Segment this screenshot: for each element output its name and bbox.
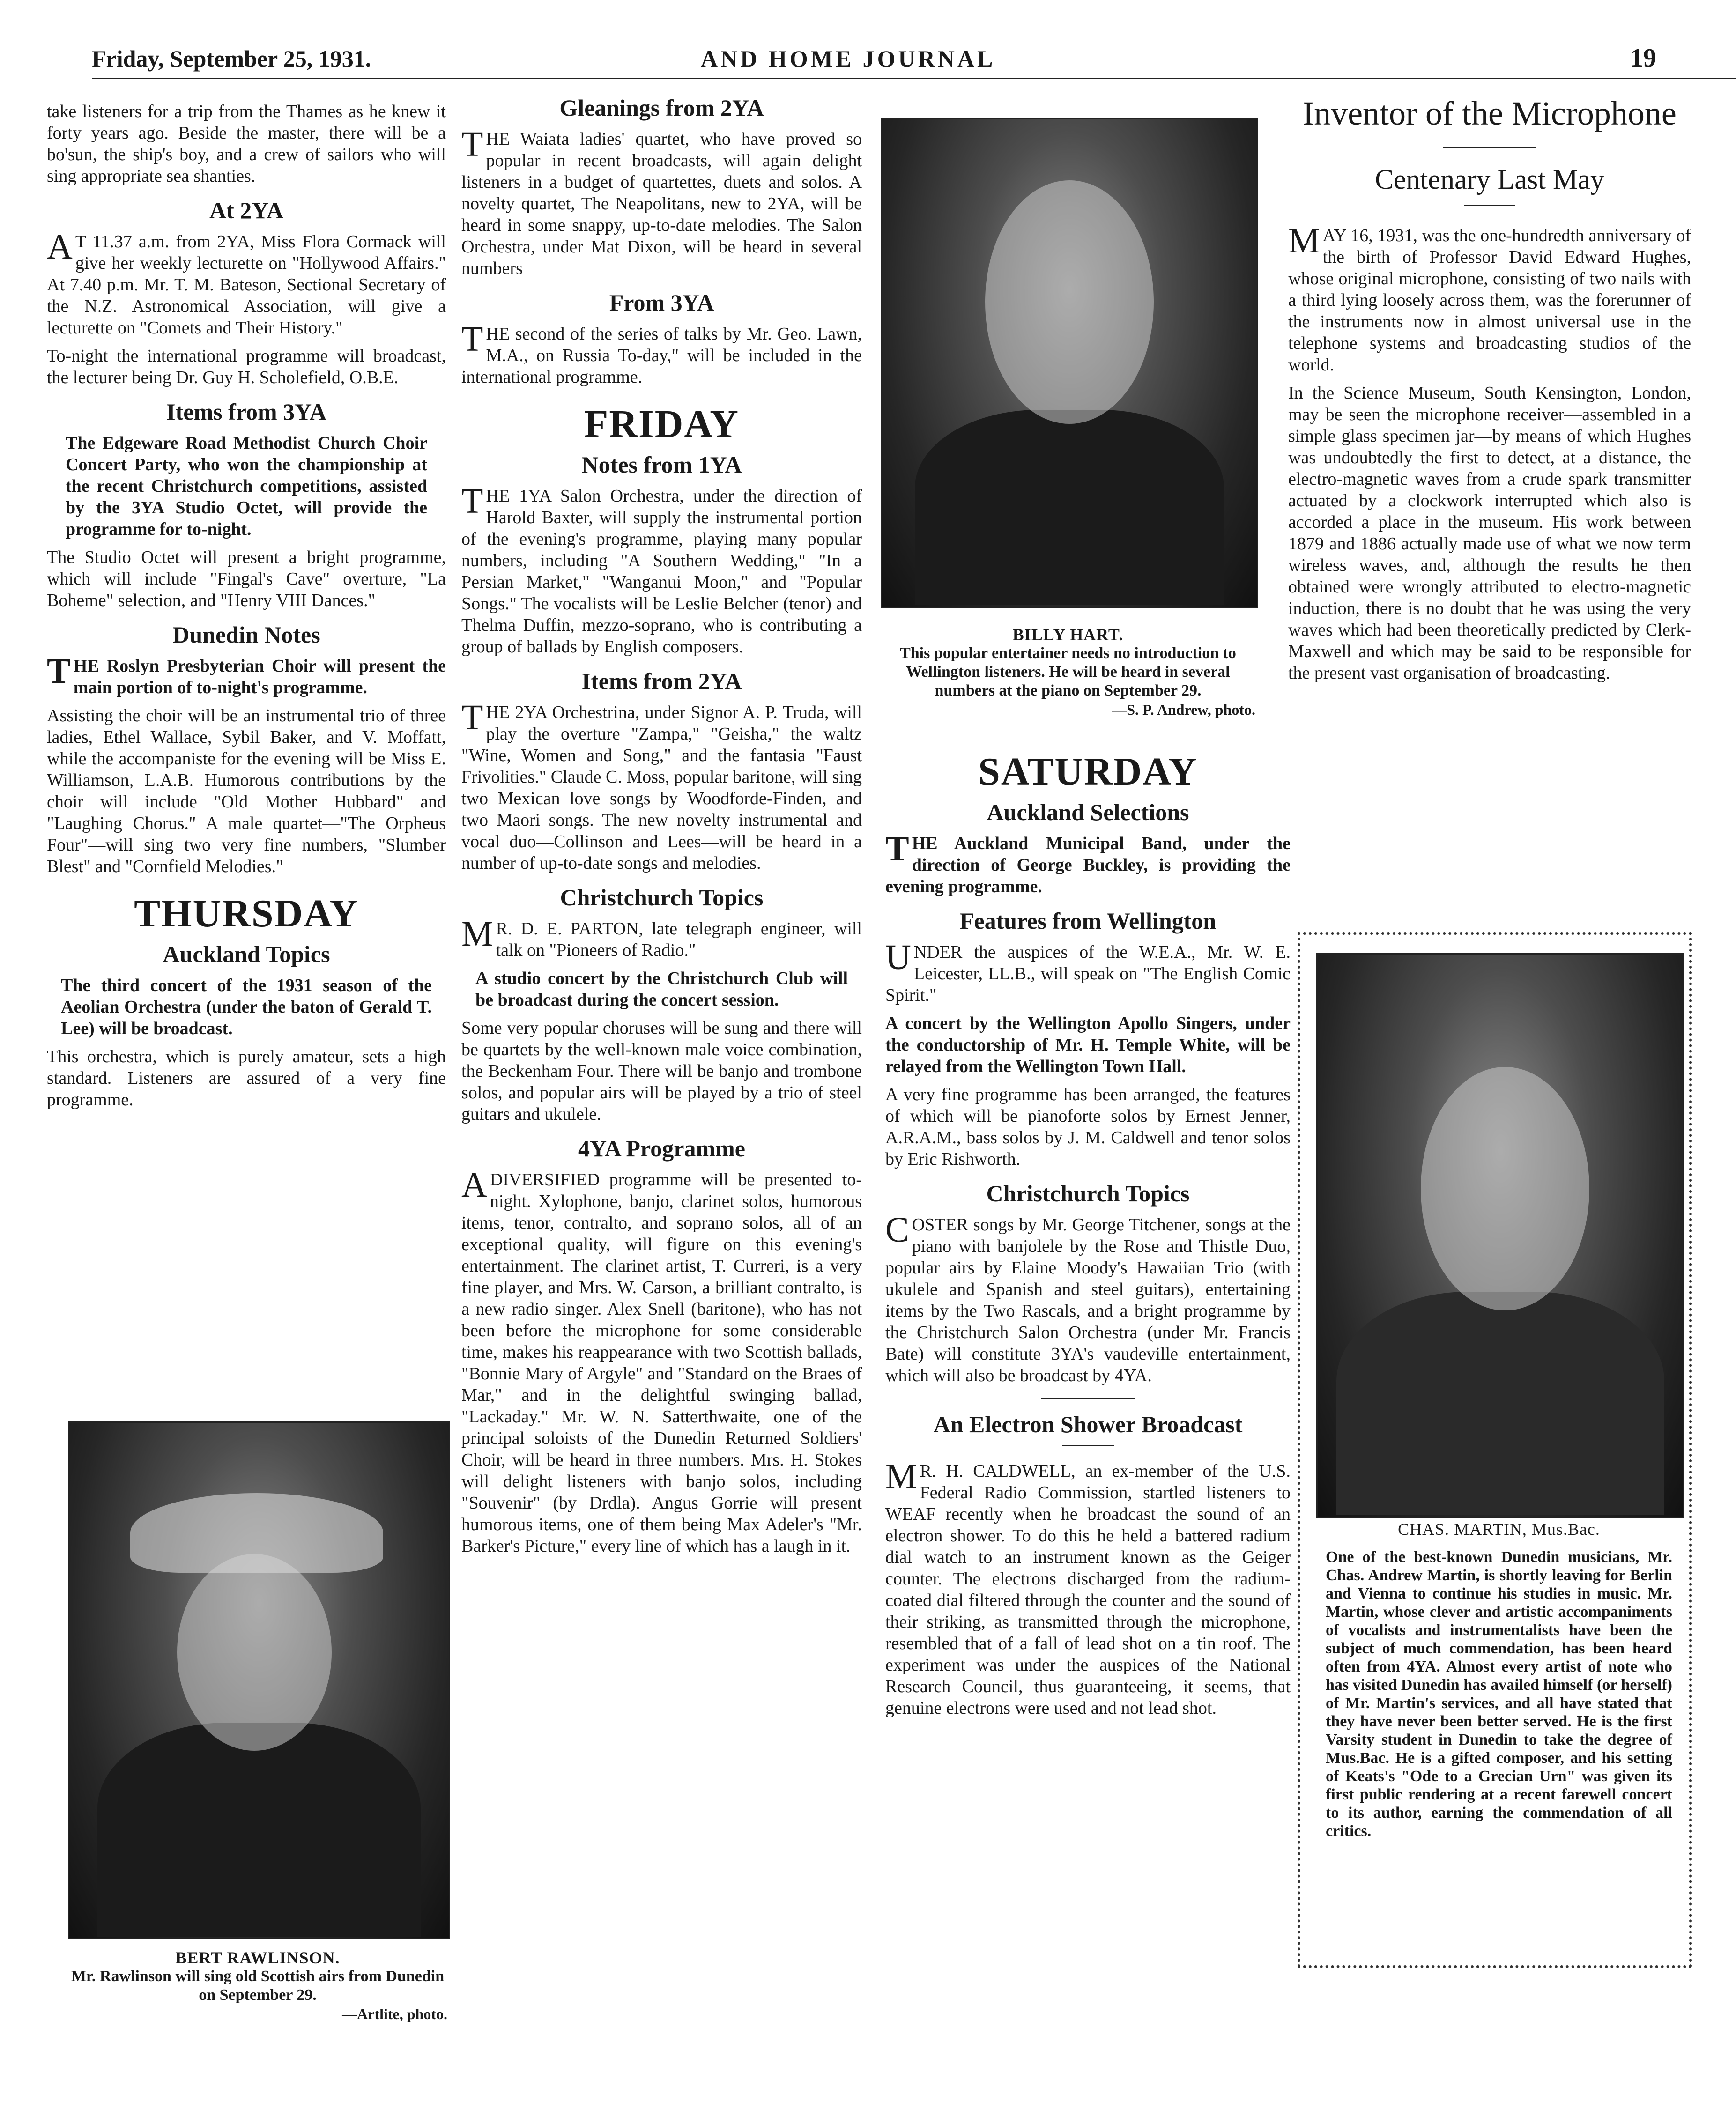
column-4 xyxy=(1288,94,1691,690)
col1-thursday-p2: This orchestra, which is purely amateur, sets a high standard. Listeners are assured of a very fine programme. xyxy=(47,1047,446,1110)
caption-billy-hart xyxy=(881,625,1255,719)
heading-items-2ya: Items from 2YA xyxy=(581,668,742,694)
col1-items3ya-p2: The Studio Octet will present a bright programme, which will include "Fingal's Cave" overture, "La Boheme" selection, and "Henry VIII Dances." xyxy=(47,548,446,610)
col3-wellington-p3: A very fine programme has been arranged, the features of which will be pianoforte solos by Ernest Jenner, A.R.A.M., bass solos by J. M. Caldwell and tenor solos by Eric Rishworth. xyxy=(885,1085,1291,1169)
col2-from3ya-p1: THE second of the series of talks by Mr. Geo. Lawn, M.A., on Russia To-day," will be included in the international programme. xyxy=(461,319,862,387)
masthead-rule xyxy=(92,78,1736,79)
col2-4ya-p1: ADIVERSIFIED programme will be presented to-night. Xylophone, banjo, clarinet solos, humorous items, tenor, contralto, and soprano solos, all of an exceptional quality, will figure on this evening's entertainment. The clarinet artist, T. Curreri, is a very fine player, and Mrs. W. Carson, a brilliant contralto, is a new radio singer. Alex Snell (baritone), who has not been before the microphone for some considerable time, makes his reappearance with two Scottish ballads, "Bonnie Mary of Argyle" and "Standard on the Braes of Mar," and in the delightful swinging ballad, "Lackaday." Mr. W. N. Satterthwaite, one of the principal soloists of the Dunedin Returned Soldiers' Choir, will be heard in three numbers. Mrs. H. Stokes will delight listeners with banjo solos, including "Souvenir" (by Drdla). Angus Gorrie will present humorous items, one of them being Max Adeler's "Mr. Barker's Picture," every line of which has a laugh in it. xyxy=(461,1165,862,1556)
caption-name: CHAS. MARTIN, Mus.Bac. xyxy=(1398,1520,1600,1539)
heading-gleanings-2ya: Gleanings from 2YA xyxy=(559,95,764,121)
col2-gleanings-p1: THE Waiata ladies' quartet, who have proved so popular in recent broadcasts, will again delight listeners in a budget of quartettes, duets and solos. A novelty quartet, The Neapolitans, new to 2YA, will be heard in some snappy, up-to-date melodies. The Salon Orchestra, under Mat Dixon, will be heard in several numbers xyxy=(461,125,862,278)
caption-text: This popular entertainer needs no introduction to Wellington listeners. He will be heard in several numbers at the piano on September 29. xyxy=(900,644,1236,699)
subheading-notes-1ya: Notes from 1YA xyxy=(581,452,742,478)
col1-at2ya-p2: To-night the international programme will broadcast, the lecturer being Dr. Guy H. Scholefield, O.B.E. xyxy=(47,346,446,387)
column-1 xyxy=(47,101,446,1117)
caption-bert-rawlinson xyxy=(68,1948,447,2023)
photo-billy-hart xyxy=(881,118,1258,608)
masthead-date: Friday, September 25, 1931. xyxy=(92,45,371,72)
col1-thursday-p1: The third concert of the 1931 season of the Aeolian Orchestra (under the baton of Gerald T. Lee) will be broadcast. xyxy=(61,976,432,1038)
caption-chas-martin xyxy=(1326,1520,1672,1840)
subheading-auckland-topics: Auckland Topics xyxy=(163,941,330,967)
col4-p1: MAY 16, 1931, was the one-hundredth anniversary of the birth of Professor David Edward Hughes, whose original microphone, consisting of two nails with a third lying loosely across them, was the forerunner of the instruments now in almost universal use in the telephone systems and broadcasting studios of the world. xyxy=(1288,221,1691,375)
heading-items-3ya: Items from 3YA xyxy=(166,399,326,425)
heading-thursday: THURSDAY xyxy=(134,892,359,935)
heading-4ya-programme: 4YA Programme xyxy=(578,1135,745,1162)
heading-from-3ya: From 3YA xyxy=(609,289,714,316)
caption-name: BERT RAWLINSON. xyxy=(175,1948,340,1967)
col1-items3ya-p1: The Edgeware Road Methodist Church Choir Concert Party, who won the championship at the recent Christchurch competitions, assisted by the 3YA Studio Octet, will provide the programme for to-night. xyxy=(66,433,427,539)
column-2 xyxy=(461,94,862,1563)
col1-intro: take listeners for a trip from the Thames as he knew it forty years ago. Beside the master, there will be a bo'sun, the ship's boy, and a crew of sailors who will sing appropriate sea shanties. xyxy=(47,102,446,186)
col1-dunedin-p2: Assisting the choir will be an instrumental trio of three ladies, Ethel Wallace, Sybil Baker, and V. Moffatt, while the accompaniste for the evening will be Miss E. Williamson, L.A.B. Humorous contributions by the choir will include "Old Mother Hubbard" and "Laughing Chorus." A male quartet—"The Orpheus Four"—will sing two very fine numbers, "Slumber Blest" and "Cornfield Melodies." xyxy=(47,706,446,876)
col3-electron-p1: MR. H. CALDWELL, an ex-member of the U.S. Federal Radio Commission, startled listeners to WEAF recently when he broadcast the sound of an electron shower. To do this he held a battered radium dial watch to an instrument known as the Geiger counter. The electrons discharged from the radium-coated dial filtered through the counter and the sound of their striking, as transmitted through the microphone, resembled that of a fall of lead shot on a tin roof. The experiment was under the auspices of the National Research Council, thus guaranteeing, it seems, that genuine electrons were used and not lead shot. xyxy=(885,1457,1291,1718)
col4-p2: In the Science Museum, South Kensington, London, may be seen the microphone receiver—assembled in a simple glass specimen jar—by means of which Hughes was undoubtedly the first to detect, at a distance, the electro-magnetic waves from a crude spark transmitter actuated by a clockwork interrupted which also is accorded a place in the museum. His work between 1879 and 1886 actually made use of what we now term wireless waves, and, although the results he then obtained were wrongly attributed to electro-magnetic induction, there is no doubt that he was using the very waves which had been theoretically predicted by Clerk-Maxwell and which may be said to be responsible for the present vast organisation of broadcasting. xyxy=(1288,383,1691,683)
heading-at-2ya: At 2YA xyxy=(209,197,283,223)
caption-credit: —Artlite, photo. xyxy=(342,2006,447,2022)
masthead-journal: AND HOME JOURNAL xyxy=(701,45,996,72)
article-title-microphone: Inventor of the Microphone xyxy=(1303,95,1677,132)
divider xyxy=(1062,1445,1114,1446)
col1-at2ya-p1: AT 11.37 a.m. from 2YA, Miss Flora Cormack will give her weekly lecturette on "Hollywood Affairs." At 7.40 p.m. Mr. T. M. Bateson, Sectional Secretary of the N.Z. Astronomical Association, will give a lecturette on "Comets and Their History." xyxy=(47,227,446,338)
article-subtitle-centenary: Centenary Last May xyxy=(1375,164,1604,195)
heading-dunedin-notes: Dunedin Notes xyxy=(172,622,320,648)
heading-features-wellington: Features from Wellington xyxy=(959,908,1217,934)
heading-christchurch-topics-thursday: Christchurch Topics xyxy=(560,884,764,910)
col3-wellington-p1: UNDER the auspices of the W.E.A., Mr. W. E. Leicester, LL.B., will speak on "The English Comic Spirit." xyxy=(885,938,1291,1005)
subheading-auckland-selections: Auckland Selections xyxy=(987,799,1189,825)
col2-christchurch-p3: Some very popular choruses will be sung and there will be quartets by the well-known male voice combination, the Beckenham Four. There will be banjo and trombone solos, and popular airs will be played by a trio of steel guitars and ukulele. xyxy=(461,1018,862,1124)
column-3 xyxy=(885,740,1291,1725)
divider xyxy=(1464,205,1515,206)
heading-christchurch-topics-saturday: Christchurch Topics xyxy=(986,1180,1190,1207)
caption-text: Mr. Rawlinson will sing old Scottish airs from Dunedin on September 29. xyxy=(71,1968,445,2004)
caption-name: BILLY HART. xyxy=(1012,625,1124,644)
col2-items2ya-p1: THE 2YA Orchestrina, under Signor A. P. Truda, will play the overture "Zampa," "Geisha," the waltz "Wine, Women and Song," and the fantasia "Faust Frivolities." Claude C. Moss, popular baritone, will sing two Mexican love songs by Woodforde-Finden, and two Maori songs. The new novelty instrumental and vocal duo—Collinson and Lees—will be heard in a number of up-to-date songs and melodies. xyxy=(461,698,862,873)
col3-christchurch-p1: COSTER songs by Mr. George Titchener, songs at the piano with banjolele by the Rose and Thistle Duo, popular airs by Elaine Moody's Hawaiian Trio (with ukulele and Spanish and steel guitars), entertaining items by the Two Rascals, and a bright programme by the Christchurch Salon Orchestra (under Mr. Francis Bate) will constitute 3YA's vaudeville entertainment, which will also be broadcast by 4YA. xyxy=(885,1210,1291,1385)
col3-saturday-p1: THE Auckland Municipal Band, under the direction of George Buckley, is providing the evening programme. xyxy=(885,829,1291,896)
heading-electron-shower: An Electron Shower Broadcast xyxy=(933,1411,1243,1437)
col1-dunedin-p1: THE Roslyn Presbyterian Choir will present the main portion of to-night's programme. xyxy=(47,651,446,697)
heading-saturday: SATURDAY xyxy=(978,750,1198,793)
col2-friday-p1: THE 1YA Salon Orchestra, under the direction of Harold Baxter, will supply the instrumental portion of the evening's programme, playing many popular numbers, including "A Southern Wedding," "In a Persian Market," "Wanganui Moon," and "Popular Songs." The vocalists will be Leslie Belcher (tenor) and Thelma Duffin, mezzo-soprano, who is contributing a group of ballads by English composers. xyxy=(461,481,862,657)
col2-christchurch-p2: A studio concert by the Christchurch Club will be broadcast during the concert session. xyxy=(475,969,848,1010)
col3-wellington-p2: A concert by the Wellington Apollo Singers, under the conductorship of Mr. H. Temple White, will be relayed from the Wellington Town Hall. xyxy=(885,1014,1291,1076)
caption-text: One of the best-known Dunedin musicians, Mr. Chas. Andrew Martin, is shortly leaving for Berlin and Vienna to continue his studies in music. Mr. Martin, whose clever and artistic accompaniments of vocalists and instrumentalists have been the subject of much commendation, has been heard often from 4YA. Almost every artist of note who has visited Dunedin has availed himself (or herself) of Mr. Martin's services, and all have stated that they have never been better served. He is the first Varsity student in Dunedin to take the degree of Mus.Bac. He is a gifted composer, and his setting of Keats's "Ode to a Grecian Urn" was given its first public rendering at a recent farewell concert to its author, earning the commendation of all critics. xyxy=(1326,1548,1672,1840)
caption-credit: —S. P. Andrew, photo. xyxy=(1112,701,1255,718)
divider xyxy=(1443,147,1536,148)
col2-christchurch-p1: MR. D. E. PARTON, late telegraph engineer, will talk on "Pioneers of Radio." xyxy=(461,914,862,960)
divider xyxy=(1041,1398,1135,1399)
photo-bert-rawlinson xyxy=(68,1421,450,1939)
photo-chas-martin xyxy=(1316,953,1684,1518)
masthead-page-number: 19 xyxy=(1630,44,1656,73)
heading-friday: FRIDAY xyxy=(584,402,739,446)
